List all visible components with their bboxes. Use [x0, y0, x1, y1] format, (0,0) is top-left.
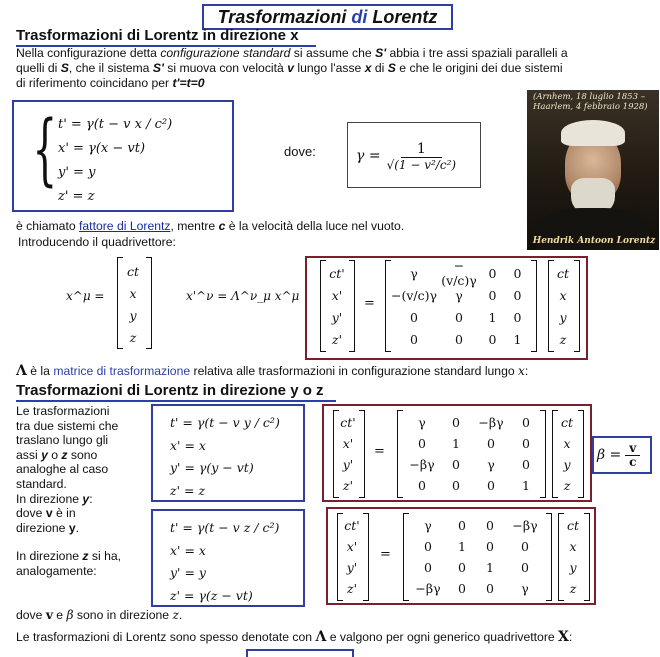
gamma-equation [356, 130, 476, 182]
matrix-cell: 0 [418, 436, 426, 451]
equals-sign: = [380, 547, 391, 562]
intro-line-2: quelli di S, che il sistema S' si muova con velocità v lungo l'asse x di S e che le origini dei due sistemi [16, 61, 563, 75]
vector-entry: y' [346, 560, 358, 575]
equation-line: x' = x [170, 542, 206, 558]
matrix-cell: 0 [452, 415, 460, 430]
vector-entry: z [569, 581, 577, 596]
fattore-line: è chiamato fattore di Lorentz, mentre c è la velocità della luce nel vuoto. [16, 219, 405, 233]
portrait-caption-top: (Arnhem, 18 luglio 1853 – Haarlem, 4 febbraio 1928) [533, 92, 648, 112]
matrix-cell: 0 [410, 309, 418, 325]
portrait-hair [561, 120, 625, 146]
matrix-cell: 0 [486, 518, 494, 533]
matrix-cell: 0 [487, 478, 495, 493]
equation-line: t' = γ(t − v y / c²) [170, 415, 280, 430]
intro-line-1: Nella configurazione detta configurazione standard si assume che S' abbia i tre assi spaziali paralleli a [16, 46, 568, 60]
vector-entry: y' [331, 309, 343, 325]
fattore-di-lorentz-link[interactable]: fattore di Lorentz [79, 219, 171, 233]
matrix-z-rhs [561, 515, 585, 599]
page-title [202, 5, 453, 29]
matrix-z-lhs [340, 515, 364, 599]
four-vector-entry: y [129, 307, 137, 323]
gamma-lhs: γ = [356, 148, 381, 164]
vector-entry: ct' [329, 265, 345, 281]
vector-entry: ct [566, 518, 580, 533]
matrix-cell: 0 [521, 560, 529, 575]
matrix-cell: 0 [513, 265, 522, 281]
lorentz-portrait [527, 90, 659, 250]
matrix-cell: 0 [488, 331, 497, 347]
lambda-line: Λ è la matrice di trasformazione relativa alle trasformazioni in configurazione standard lungo x: [16, 363, 529, 379]
equation-line: z' = z [170, 482, 206, 498]
section-heading-yz [16, 382, 336, 402]
bracket [540, 410, 546, 498]
next-equation-box-edge [246, 649, 354, 657]
vector-entry: ct [556, 265, 570, 281]
vector-entry: y [559, 309, 567, 325]
vector-entry: x [559, 287, 567, 303]
matrix-cell: 0 [486, 539, 494, 554]
matrix-y [402, 412, 540, 496]
equations-z [170, 517, 279, 607]
intro-paragraph [16, 46, 636, 91]
matrix-y-rhs [555, 412, 579, 496]
matrix-cell: γ [455, 287, 463, 303]
matrix-cell: 0 [488, 265, 497, 281]
matrix-x-lhs [324, 262, 350, 350]
equals-sign: = [374, 444, 385, 459]
dove-v-beta-line: dove v e β sono in direzione z. [16, 608, 183, 622]
vector-entry: z' [342, 478, 354, 493]
four-vector [121, 260, 145, 348]
section-heading-text: Trasformazioni di Lorentz in direzione y o z [16, 382, 324, 399]
vector-entry: x' [346, 539, 358, 554]
matrix-cell: 0 [488, 287, 497, 303]
equation-line: x' = γ(x − vt) [58, 141, 146, 156]
matrix-cell: 0 [424, 560, 432, 575]
matrix-cell: −βγ [512, 518, 538, 533]
matrix-cell: 0 [522, 415, 530, 430]
beta-numerator: v [625, 442, 640, 456]
matrix-cell: 0 [458, 581, 466, 596]
vector-entry: z' [331, 331, 343, 347]
equals-sign: = [364, 296, 375, 311]
matrix-cell: 0 [418, 478, 426, 493]
portrait-caption-bottom: Hendrik Antoon Lorentz [532, 236, 656, 246]
equation-line: y' = y [58, 165, 96, 180]
matrix-cell: −βγ [409, 457, 435, 472]
beta-denominator: c [629, 454, 637, 469]
equation-line: x' = x [170, 437, 206, 453]
matrix-cell: 1 [522, 478, 530, 493]
matrix-cell: 0 [458, 560, 466, 575]
quadrivettore-intro: Introducendo il quadrivettore: [18, 235, 176, 249]
vector-entry: ct [560, 415, 574, 430]
matrix-cell: 0 [486, 581, 494, 596]
matrix-cell: 0 [424, 539, 432, 554]
bracket [146, 257, 152, 349]
matrix-cell: 0 [513, 309, 522, 325]
equation-line: z' = z [58, 189, 95, 204]
section-heading-x [16, 27, 316, 47]
matrix-cell: 0 [452, 457, 460, 472]
matrix-cell: γ [424, 518, 432, 533]
four-vector-lhs: x^μ = [66, 289, 105, 303]
equation-line: y' = γ(y − vt) [170, 460, 254, 475]
vector-entry: x' [331, 287, 343, 303]
vector-entry: y [563, 457, 571, 472]
vector-entry: z' [346, 581, 358, 596]
vector-entry: y' [342, 457, 354, 472]
brace: { [32, 105, 58, 195]
transform-relation: x'^ν = Λ^ν_μ x^μ [186, 289, 300, 303]
matrix-cell: 1 [458, 539, 466, 554]
side-text: Le trasformazioni tra due sistemi che traslano lungo gli assi y o z sono analoghe al caso standard. In direzione y: dove v è in direzione y. In direzione z si ha, analogamente: [16, 404, 122, 578]
matrice-di-trasformazione-link[interactable]: matrice di trasformazione [53, 364, 191, 378]
matrix-cell: 0 [522, 457, 530, 472]
matrix-cell: −(v/c)γ [441, 258, 477, 288]
beta-equation [597, 440, 640, 470]
vector-entry: z [563, 478, 571, 493]
matrix-cell: 0 [522, 436, 530, 451]
matrix-cell: 0 [458, 518, 466, 533]
beta-lhs: β = [597, 447, 622, 463]
title-di: di [351, 7, 368, 27]
matrix-cell: 1 [486, 560, 494, 575]
equation-line: t' = γ(t − v x / c²) [58, 117, 173, 132]
vector-entry: y [569, 560, 577, 575]
dove-label: dove: [284, 144, 316, 159]
matrix-y-lhs [336, 412, 360, 496]
matrix-x-rhs [551, 262, 575, 350]
vector-entry: ct' [344, 518, 360, 533]
matrix-cell: γ [521, 581, 529, 596]
matrix-cell: −(v/c)γ [391, 287, 437, 303]
vector-entry: z [559, 331, 567, 347]
matrix-cell: −βγ [415, 581, 441, 596]
section-heading-text: Trasformazioni di Lorentz in direzione x [16, 27, 299, 44]
bracket [531, 260, 537, 352]
matrix-cell: 1 [452, 436, 460, 451]
matrix-cell: 0 [452, 478, 460, 493]
four-vector-entry: x [129, 285, 137, 301]
matrix-cell: γ [418, 415, 426, 430]
vector-entry: ct' [340, 415, 356, 430]
title-part: Lorentz [367, 7, 438, 27]
final-line: Le trasformazioni di Lorentz sono spesso denotate con Λ e valgono per ogni generico quadrivettore X: [16, 629, 573, 645]
vector-entry: x [569, 539, 577, 554]
equation-line: t' = γ(t − v z / c²) [170, 520, 280, 535]
matrix-z [408, 515, 546, 599]
matrix-cell: 0 [455, 331, 463, 347]
matrix-cell: 0 [410, 331, 418, 347]
title-part: Trasformazioni [217, 7, 352, 27]
vector-entry: x' [342, 436, 354, 451]
matrix-cell: 1 [513, 331, 522, 347]
four-vector-entry: ct [126, 263, 140, 279]
equations-x [58, 113, 172, 209]
gamma-denominator: √(1 − v²/c²) [386, 157, 457, 172]
matrix-cell: 0 [521, 539, 529, 554]
matrix-cell: −βγ [478, 415, 504, 430]
bracket [546, 513, 552, 601]
matrix-cell: γ [487, 457, 495, 472]
equation-line: z' = γ(z − vt) [170, 587, 253, 603]
matrix-cell: 0 [455, 309, 463, 325]
matrix-cell: 0 [513, 287, 522, 303]
matrix-cell: 1 [488, 309, 497, 325]
vector-entry: x [563, 436, 571, 451]
matrix-cell: 0 [487, 436, 495, 451]
four-vector-entry: z [129, 329, 137, 345]
equation-line: y' = y [170, 565, 206, 580]
matrix-cell: γ [410, 265, 418, 281]
matrix-x [390, 258, 530, 350]
gamma-numerator: 1 [401, 141, 442, 158]
equations-y [170, 412, 280, 502]
intro-line-3: di riferimento coincidano per t'=t=0 [16, 76, 205, 90]
